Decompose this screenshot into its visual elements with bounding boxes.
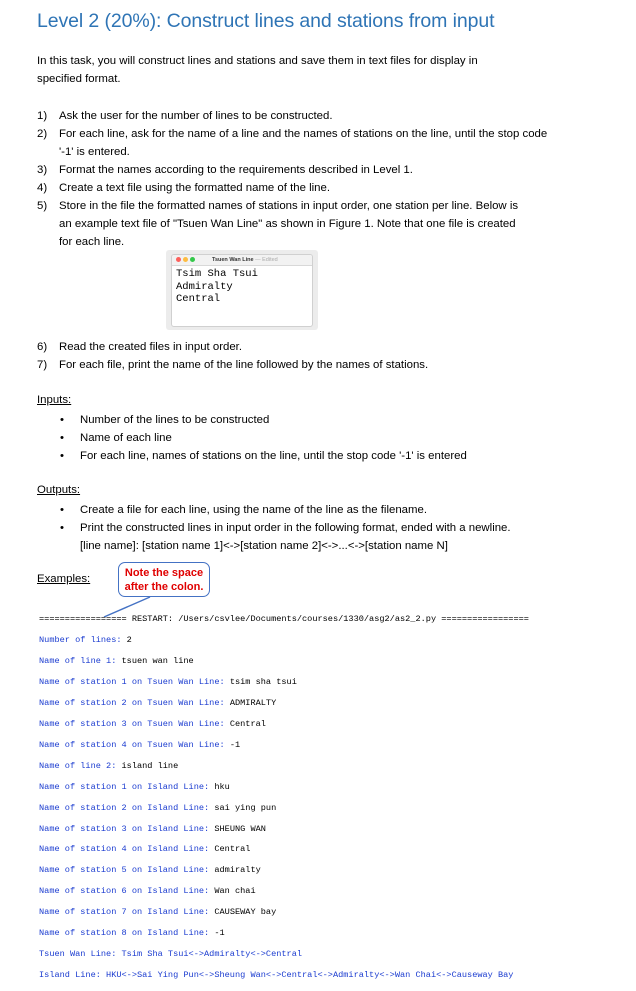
console-output	[39, 604, 599, 991]
console-line: Name of station 3 on Tsuen Wan Line: Central	[39, 718, 266, 729]
outputs-heading: Outputs:	[37, 484, 81, 496]
window-title: Tsuen Wan Line — Edited	[212, 257, 278, 263]
list-item: • Create a file for each line, using the name of the line as the filename.	[60, 504, 427, 516]
page-title: Level 2 (20%): Construct lines and stations from input	[37, 10, 495, 32]
step-item: 2) For each line, ask for the name of a line and the names of stations on the line, until the stop code '-1' is entered.	[37, 128, 548, 158]
file-line: Tsim Sha Tsui	[176, 268, 258, 280]
inputs-heading: Inputs:	[37, 394, 72, 406]
console-line: Name of station 8 on Island Line: -1	[39, 928, 225, 939]
console-line: Name of station 2 on Island Line: sai ying pun	[39, 802, 277, 813]
restart-banner: ================= RESTART: /Users/csvlee/Documents/courses/1330/asg2/as2_2.py =================	[39, 614, 529, 625]
console-line: Name of station 1 on Island Line: hku	[39, 781, 230, 792]
step-item: 7) For each file, print the name of the line followed by the names of stations.	[37, 359, 429, 371]
output-format: [line name]: [station name 1]<->[station name 2]<->...<->[station name N]	[80, 540, 448, 552]
step-item: 3) Format the names according to the requirements described in Level 1.	[37, 164, 413, 176]
console-line: Name of station 1 on Tsuen Wan Line: tsim sha tsui	[39, 677, 297, 688]
console-line: Name of line 2: island line	[39, 760, 179, 771]
console-line: Name of line 1: tsuen wan line	[39, 656, 194, 667]
list-item: • For each line, names of stations on the line, until the stop code '-1' is entered	[60, 450, 467, 462]
examples-heading: Examples:	[37, 573, 91, 585]
step-item: 6) Read the created files in input order.	[37, 341, 242, 353]
intro-paragraph: In this task, you will construct lines and stations and save them in text files for display in specified format.	[37, 55, 478, 85]
console-result-line: Tsuen Wan Line: Tsim Sha Tsui<->Admiralty<->Central	[39, 948, 303, 959]
console-line: Name of station 4 on Tsuen Wan Line: -1	[39, 739, 241, 750]
step-item: 4) Create a text file using the formatted name of the line.	[37, 182, 330, 194]
console-line: Name of station 5 on Island Line: admiralty	[39, 865, 261, 876]
console-line: Name of station 6 on Island Line: Wan chai	[39, 886, 256, 897]
file-line: Admiralty	[176, 280, 233, 293]
console-result-line: Island Line: HKU<->Sai Ying Pun<->Sheung Wan<->Central<->Admiralty<->Wan Chai<->Causeway Bay	[39, 969, 514, 980]
list-item: • Name of each line	[60, 432, 172, 444]
console-line: Name of station 2 on Tsuen Wan Line: ADMIRALTY	[39, 698, 277, 709]
step-item: 5) Store in the file the formatted names of stations in input order, one station per line. Below is an example text file of "Tsuen Wan Line" as shown in Figure 1. Note that one file is created for each line.	[37, 200, 519, 248]
list-item: • Print the constructed lines in input order in the following format, ended with a newline.	[60, 522, 511, 534]
file-line: Central	[176, 293, 221, 305]
list-item: • Number of the lines to be constructed	[60, 414, 270, 426]
console-line: Name of station 3 on Island Line: SHEUNG WAN	[39, 823, 266, 834]
note-callout: Note the space after the colon.	[118, 562, 210, 597]
console-line: Name of station 4 on Island Line: Central	[39, 844, 251, 855]
console-line: Name of station 7 on Island Line: CAUSEWAY bay	[39, 907, 277, 918]
step-item: 1) Ask the user for the number of lines to be constructed.	[37, 110, 333, 122]
console-line: Number of lines: 2	[39, 635, 132, 646]
